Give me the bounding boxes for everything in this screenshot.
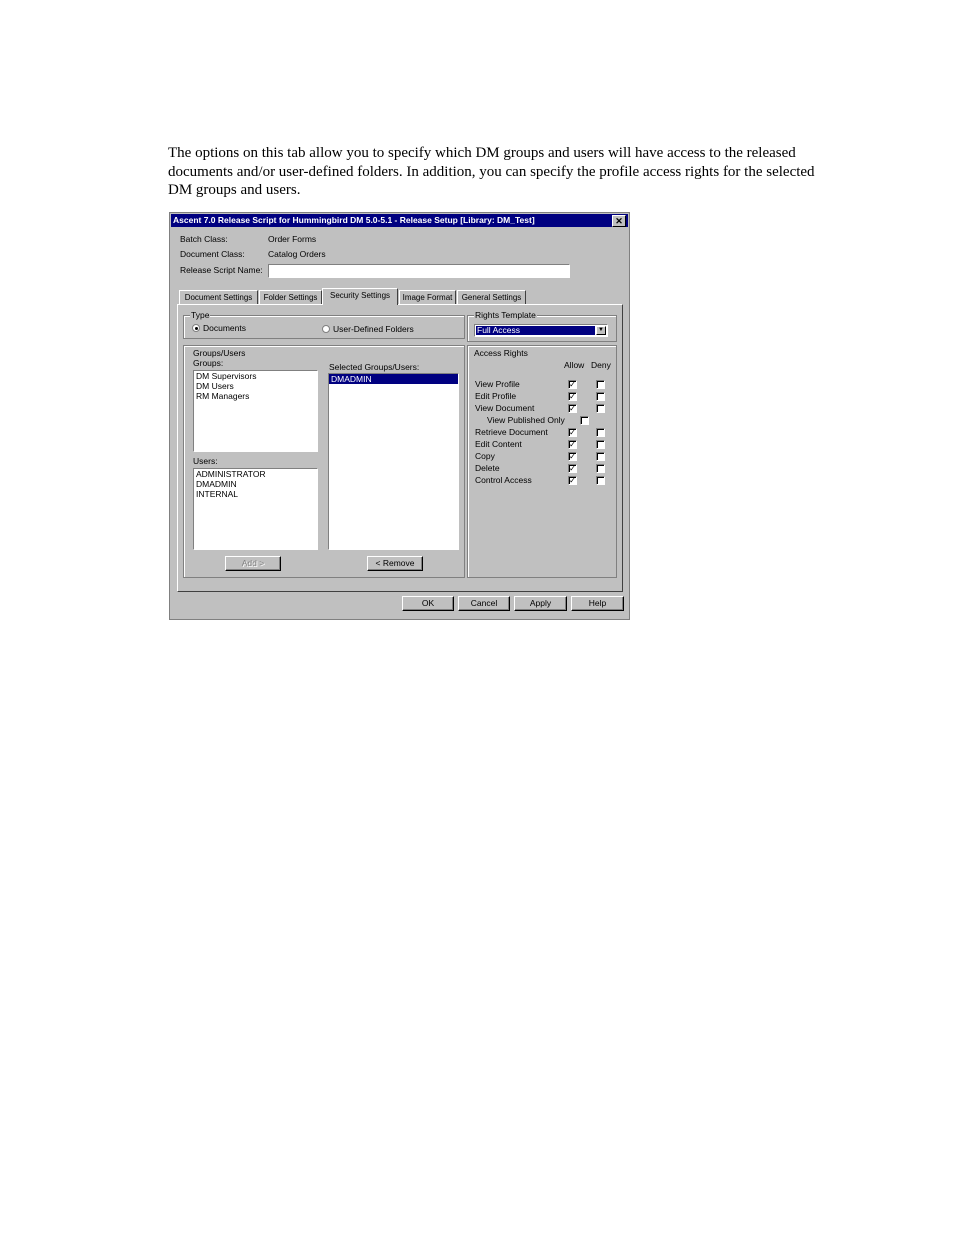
right-label-delete: Delete [475, 463, 500, 473]
documents-radio[interactable] [192, 324, 200, 332]
tab-image-format[interactable]: Image Format [399, 290, 456, 304]
deny-checkbox-delete[interactable] [596, 464, 605, 473]
right-label-edit-content: Edit Content [475, 439, 522, 449]
user-defined-folders-radio[interactable] [322, 325, 330, 333]
right-label-view-published-only: View Published Only [487, 415, 565, 425]
groups-label: Groups: [193, 358, 224, 368]
tab-general-settings[interactable]: General Settings [457, 290, 526, 304]
access-rights-title: Access Rights [474, 348, 528, 358]
rights-template-title: Rights Template [475, 310, 536, 320]
allow-checkbox-edit-profile[interactable]: ✓ [569, 392, 576, 401]
selected-groups-users-label: Selected Groups/Users: [329, 362, 420, 372]
allow-checkbox-control-access[interactable]: ✓ [569, 476, 576, 485]
groups-list[interactable] [193, 370, 318, 452]
document-class-value: Catalog Orders [268, 249, 326, 259]
help-button[interactable]: Help [571, 596, 624, 611]
list-item[interactable]: DMADMIN [196, 479, 237, 489]
rights-template-group [467, 310, 617, 342]
right-label-copy: Copy [475, 451, 495, 461]
cancel-button[interactable]: Cancel [458, 596, 510, 611]
dialog-title: Ascent 7.0 Release Script for Hummingbird DM 5.0-5.1 - Release Setup [Library: DM_Test] [173, 215, 535, 225]
release-script-name-input[interactable] [268, 264, 570, 278]
right-label-retrieve-document: Retrieve Document [475, 427, 548, 437]
list-item[interactable]: DM Supervisors [196, 371, 257, 381]
close-icon[interactable]: ✕ [612, 215, 626, 227]
apply-button[interactable]: Apply [514, 596, 567, 611]
right-label-view-document: View Document [475, 403, 535, 413]
users-list[interactable] [193, 468, 318, 550]
rights-template-select[interactable] [474, 324, 608, 337]
dialog-title-bar[interactable] [171, 214, 628, 227]
document-class-label: Document Class: [180, 249, 245, 259]
deny-checkbox-view-profile[interactable] [596, 380, 605, 389]
list-item[interactable]: DM Users [196, 381, 234, 391]
deny-checkbox-copy[interactable] [596, 452, 605, 461]
allow-checkbox-view-document[interactable]: ✓ [569, 404, 576, 413]
deny-checkbox-control-access[interactable] [596, 476, 605, 485]
add-button[interactable]: Add > [225, 556, 281, 571]
type-group [183, 310, 465, 339]
list-item[interactable]: INTERNAL [196, 489, 239, 499]
security-settings-panel [177, 304, 623, 592]
release-script-name-label: Release Script Name: [180, 265, 263, 275]
list-item[interactable]: ADMINISTRATOR [196, 469, 266, 479]
selected-groups-users-list[interactable] [328, 373, 459, 550]
batch-class-label: Batch Class: [180, 234, 228, 244]
remove-button[interactable]: < Remove [367, 556, 423, 571]
chevron-down-icon[interactable]: ▼ [596, 326, 606, 335]
rights-template-value: Full Access [476, 326, 595, 335]
right-label-edit-profile: Edit Profile [475, 391, 517, 401]
tab-security-settings[interactable]: Security Settings [322, 288, 398, 305]
allow-checkbox-retrieve-document[interactable]: ✓ [569, 428, 576, 437]
deny-column-header: Deny [591, 360, 611, 370]
deny-checkbox-retrieve-document[interactable] [596, 428, 605, 437]
tab-folder-settings[interactable]: Folder Settings [259, 290, 322, 304]
groups-users-group [183, 345, 465, 578]
documents-radio-label[interactable]: Documents [203, 323, 246, 333]
allow-checkbox-edit-content[interactable]: ✓ [569, 440, 576, 449]
deny-checkbox-edit-profile[interactable] [596, 392, 605, 401]
user-defined-folders-label[interactable]: User-Defined Folders [333, 324, 414, 334]
radio-selected-dot [195, 327, 198, 330]
right-label-control-access: Control Access [475, 475, 532, 485]
list-item[interactable]: RM Managers [196, 391, 250, 401]
tab-document-settings[interactable]: Document Settings [179, 290, 258, 304]
ok-button[interactable]: OK [402, 596, 454, 611]
access-rights-group [467, 345, 617, 578]
release-setup-dialog [169, 212, 630, 620]
users-label: Users: [193, 456, 218, 466]
allow-checkbox-delete[interactable]: ✓ [569, 464, 576, 473]
allow-checkbox-view-profile[interactable]: ✓ [569, 380, 576, 389]
checkbox-view-published-only[interactable] [580, 416, 589, 425]
allow-column-header: Allow [564, 360, 585, 370]
groups-users-title: Groups/Users [193, 348, 246, 358]
deny-checkbox-edit-content[interactable] [596, 440, 605, 449]
allow-checkbox-copy[interactable]: ✓ [569, 452, 576, 461]
type-group-title: Type [191, 310, 210, 320]
intro-paragraph: The options on this tab allow you to specify which DM groups and users will have access to the released documents and/or user-defined folders. In addition, you can specify the profile access rights for the selected DM groups and users. [168, 145, 815, 198]
list-item[interactable]: DMADMIN [329, 374, 458, 384]
right-label-view-profile: View Profile [475, 379, 520, 389]
deny-checkbox-view-document[interactable] [596, 404, 605, 413]
batch-class-value: Order Forms [268, 234, 317, 244]
